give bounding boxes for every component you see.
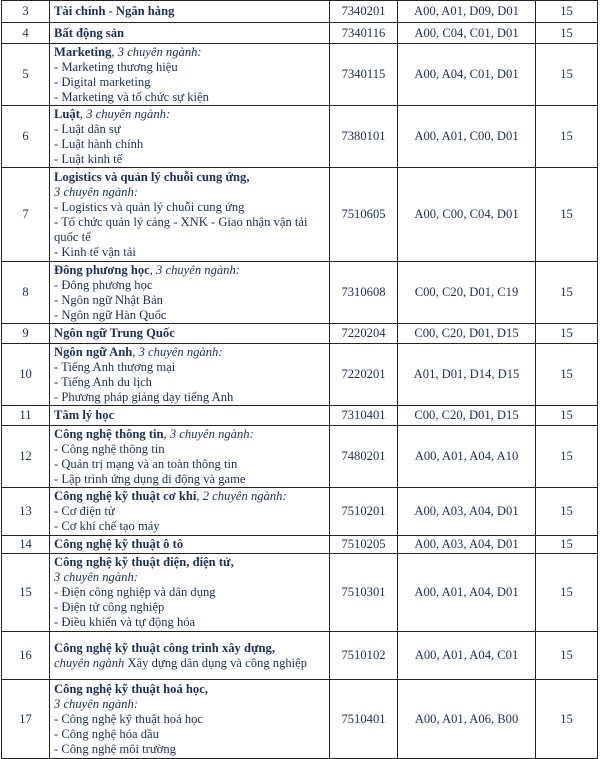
major-cell xyxy=(50,262,330,324)
subject-combinations: A01, D01, D14, D15 xyxy=(398,344,536,406)
table-row xyxy=(2,168,598,262)
quota: 15 xyxy=(536,554,598,632)
major-cell xyxy=(50,344,330,406)
row-number: 9 xyxy=(2,324,50,344)
major-title: Tâm lý học xyxy=(50,406,330,426)
specialization-count: , 3 chuyên ngành: xyxy=(132,344,223,359)
quota: 15 xyxy=(536,426,598,488)
specialization-item: - Công nghệ thông tin xyxy=(54,441,165,456)
specialization-item: - Tổ chức quản lý cảng - XNK - Giao nhận vận tải quốc tế xyxy=(54,214,308,244)
quota: 15 xyxy=(536,324,598,344)
major-cell xyxy=(50,168,330,262)
major-code: 7220201 xyxy=(330,344,398,406)
row-number: 10 xyxy=(2,344,50,406)
major-title: Công nghệ thông tin xyxy=(54,426,164,441)
specialization-count: , 3 chuyên ngành: xyxy=(149,262,240,277)
quota: 15 xyxy=(536,536,598,554)
major-title: Công nghệ kỹ thuật công trình xây dựng, xyxy=(54,640,275,655)
row-number: 8 xyxy=(2,262,50,324)
subject-combinations: A00, A01, A04, A10 xyxy=(398,426,536,488)
specialization-count: chuyên ngành xyxy=(54,655,125,670)
specialization-item: - Ngôn ngữ Nhật Bản xyxy=(54,292,163,307)
major-title: Bất động sản xyxy=(50,23,330,44)
quota: 15 xyxy=(536,106,598,168)
quota: 15 xyxy=(536,632,598,680)
major-cell xyxy=(50,44,330,106)
specialization-item: - Phương pháp giảng dạy tiếng Anh xyxy=(54,389,234,404)
specialization-count: , 3 chuyên ngành: xyxy=(111,44,202,59)
major-title: Đông phương học xyxy=(54,262,150,277)
major-cell xyxy=(50,488,330,536)
table-row xyxy=(2,44,598,106)
specialization-item: - Logistics và quản lý chuỗi cung ứng xyxy=(54,199,245,214)
table-row xyxy=(2,536,598,554)
table-row xyxy=(2,426,598,488)
table-row xyxy=(2,406,598,426)
major-code: 7340115 xyxy=(330,44,398,106)
subject-combinations: A00, C04, C01, D01 xyxy=(398,23,536,44)
major-title: Ngôn ngữ Trung Quốc xyxy=(50,324,330,344)
quota: 15 xyxy=(536,23,598,44)
table-row xyxy=(2,344,598,406)
specialization-count: 3 chuyên ngành: xyxy=(54,696,138,711)
major-code: 7310608 xyxy=(330,262,398,324)
quota: 15 xyxy=(536,1,598,23)
subject-combinations: A00, A03, A04, D01 xyxy=(398,488,536,536)
specialization-item: - Quản trị mạng và an toàn thông tin xyxy=(54,456,238,471)
specialization-item: - Đông phương học xyxy=(54,277,153,292)
specialization-item: - Công nghệ kỹ thuật hoá học xyxy=(54,711,203,726)
table-row xyxy=(2,1,598,23)
row-number: 13 xyxy=(2,488,50,536)
major-code: 7510201 xyxy=(330,488,398,536)
subject-combinations: A00, A01, D09, D01 xyxy=(398,1,536,23)
major-title: Công nghệ kỹ thuật hoá học, xyxy=(54,681,208,696)
major-title: Logistics và quản lý chuỗi cung ứng, xyxy=(54,169,250,184)
major-code: 7510205 xyxy=(330,536,398,554)
row-number: 7 xyxy=(2,168,50,262)
specialization-count: , 3 chuyên ngành: xyxy=(79,106,171,121)
table-row xyxy=(2,23,598,44)
table-row xyxy=(2,632,598,680)
specialization-item: - Cơ điện tử xyxy=(54,504,115,518)
major-cell xyxy=(50,680,330,759)
major-title: Tài chính - Ngân hàng xyxy=(50,1,330,23)
specialization-item: - Luật hành chính xyxy=(54,136,144,151)
row-number: 16 xyxy=(2,632,50,680)
major-code: 7310401 xyxy=(330,406,398,426)
specialization-item: - Luật kinh tế xyxy=(54,151,123,166)
specialization-item: - Luật dân sự xyxy=(54,121,121,136)
specialization-item: - Tiếng Anh thương mại xyxy=(54,359,176,374)
specialization-item: - Marketing và tổ chức sự kiện xyxy=(54,89,209,104)
row-number: 15 xyxy=(2,554,50,632)
major-cell xyxy=(50,426,330,488)
row-number: 14 xyxy=(2,536,50,554)
specialization-item: - Điện tử công nghiệp xyxy=(54,600,165,614)
row-number: 12 xyxy=(2,426,50,488)
specialization-item: - Công nghệ hóa dầu xyxy=(54,726,159,741)
specialization-item: - Marketing thương hiệu xyxy=(54,59,178,74)
major-title: Marketing xyxy=(54,44,112,59)
specialization-item: - Điện công nghiệp và dân dụng xyxy=(54,585,216,599)
major-title: Công nghệ kỹ thuật ô tô xyxy=(50,536,330,554)
specialization-item: - Tiếng Anh du lịch xyxy=(54,374,152,389)
subject-combinations: C00, C20, D01, D15 xyxy=(398,324,536,344)
admissions-table xyxy=(1,0,598,759)
quota: 15 xyxy=(536,406,598,426)
quota: 15 xyxy=(536,168,598,262)
table-row xyxy=(2,488,598,536)
specialization-item: - Kinh tế vận tải xyxy=(54,244,136,259)
major-code: 7510401 xyxy=(330,680,398,759)
major-code: 7510605 xyxy=(330,168,398,262)
major-code: 7480201 xyxy=(330,426,398,488)
table-row xyxy=(2,106,598,168)
table-row xyxy=(2,554,598,632)
major-title: Ngôn ngữ Anh xyxy=(54,344,133,359)
row-number: 5 xyxy=(2,44,50,106)
specialization-count: , 3 chuyên ngành: xyxy=(163,426,254,441)
row-number: 11 xyxy=(2,406,50,426)
subject-combinations: A00, C00, C04, D01 xyxy=(398,168,536,262)
specialization-item: - Điều khiển và tự động hóa xyxy=(54,615,196,629)
table-row xyxy=(2,262,598,324)
table-row xyxy=(2,324,598,344)
quota: 15 xyxy=(536,44,598,106)
subject-combinations: A00, A04, C01, D01 xyxy=(398,44,536,106)
row-number: 3 xyxy=(2,1,50,23)
quota: 15 xyxy=(536,344,598,406)
quota: 15 xyxy=(536,680,598,759)
subject-combinations: A00, A01, A06, B00 xyxy=(398,680,536,759)
row-number: 4 xyxy=(2,23,50,44)
major-code: 7380101 xyxy=(330,106,398,168)
quota: 15 xyxy=(536,262,598,324)
specialization-item: - Digital marketing xyxy=(54,74,151,89)
specialization-count: 3 chuyên ngành: xyxy=(54,184,138,199)
subject-combinations: C00, C20, D01, C19 xyxy=(398,262,536,324)
specialization-item: - Cơ khí chế tạo máy xyxy=(54,519,160,533)
subject-combinations: A00, A01, A04, D01 xyxy=(398,554,536,632)
specialization-item: - Công nghệ môi trường xyxy=(54,741,176,756)
subject-combinations: A00, A03, A04, D01 xyxy=(398,536,536,554)
subject-combinations: A00, A01, A04, C01 xyxy=(398,632,536,680)
major-code: 7340201 xyxy=(330,1,398,23)
specialization-count: , 2 chuyên ngành: xyxy=(196,489,287,503)
major-code: 7510301 xyxy=(330,554,398,632)
subject-combinations: A00, A01, C00, D01 xyxy=(398,106,536,168)
major-code: 7340116 xyxy=(330,23,398,44)
major-title: Công nghệ kỹ thuật cơ khí xyxy=(54,489,197,503)
table-row xyxy=(2,680,598,759)
quota: 15 xyxy=(536,488,598,536)
subject-combinations: C00, C20, D01, D15 xyxy=(398,406,536,426)
specialization-item: - Lập trình ứng dụng di động và game xyxy=(54,471,246,486)
row-number: 6 xyxy=(2,106,50,168)
major-cell xyxy=(50,106,330,168)
major-cell xyxy=(50,632,330,680)
major-title: Luật xyxy=(54,106,80,121)
specialization-item: - Ngôn ngữ Hàn Quốc xyxy=(54,307,167,322)
specialization-item: Xây dựng dân dụng và công nghiệp xyxy=(124,655,308,670)
major-code: 7510102 xyxy=(330,632,398,680)
major-cell xyxy=(50,554,330,632)
specialization-count: 3 chuyên ngành: xyxy=(54,570,138,584)
row-number: 17 xyxy=(2,680,50,759)
major-code: 7220204 xyxy=(330,324,398,344)
major-title: Công nghệ kỹ thuật điện, điện tử, xyxy=(54,555,234,569)
